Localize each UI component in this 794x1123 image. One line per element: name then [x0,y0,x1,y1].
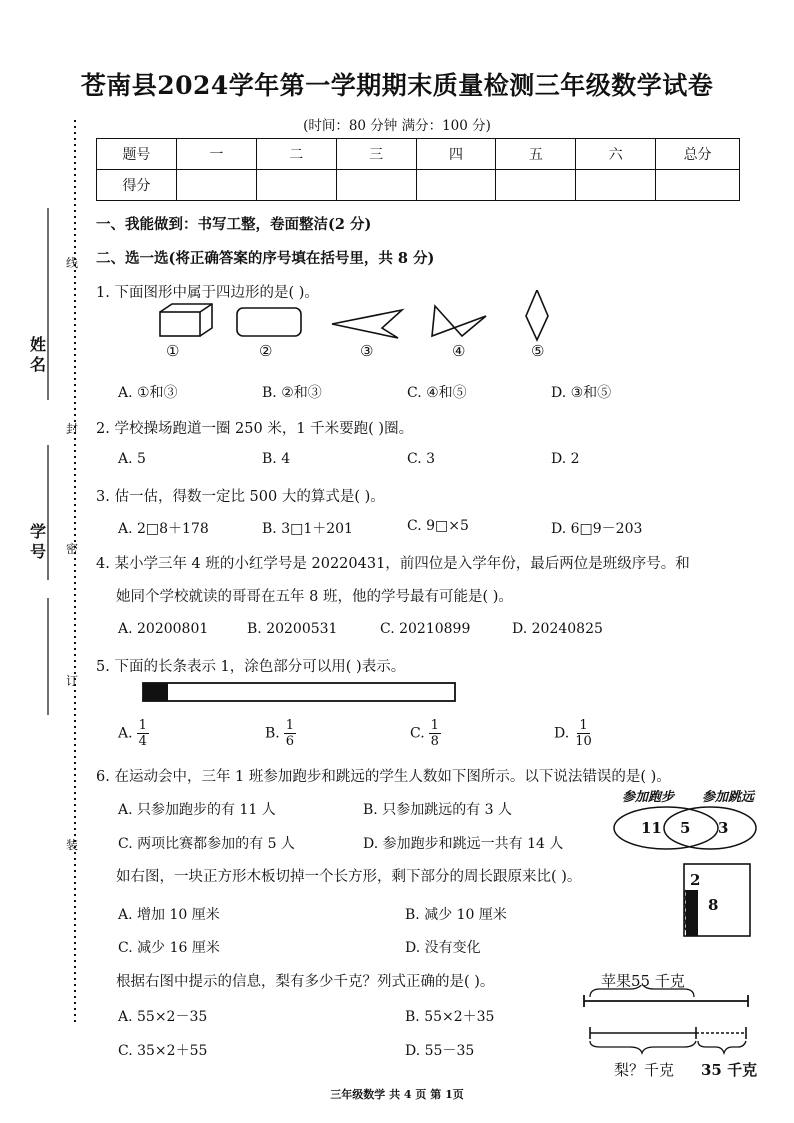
difference-label: 35 千克 [701,1061,758,1079]
name-label: 姓名 [30,335,47,374]
score-cell[interactable] [256,170,336,201]
score-header-cell: 一 [176,139,256,170]
question-8: 根据右图中提示的信息，梨有多少千克？列式正确的是( )。 [116,974,495,990]
q8-option-d: D. 55－35 [405,1043,475,1059]
q6-option-c: C. 两项比赛都参加的有 5 人 [118,836,295,852]
page-footer: 三年级数学 共 4 页 第 1页 [330,1088,464,1101]
question-2: 2. 学校操场跑道一圈 250 米，1 千米要跑( )圈。 [96,421,414,437]
bowtie-shape [432,306,486,336]
q4-option-c: C. 20210899 [380,621,471,637]
q1-option-d: D. ③和⑤ [551,385,612,401]
cuboid-shape [160,304,212,336]
score-header-cell: 总分 [656,139,740,170]
q1-option-c: C. ④和⑤ [407,385,467,401]
q2-option-b: B. 4 [262,451,291,467]
q2-option-a: A. 5 [118,451,146,467]
rhombus-shape [526,290,548,340]
q8-bar-model [580,985,755,1065]
fraction [284,718,296,749]
denominator: 10 [575,734,592,749]
rounded-rectangle-shape [237,308,301,336]
q5-option-b [265,718,296,749]
score-cell[interactable] [656,170,740,201]
q2-option-d: D. 2 [551,451,580,467]
denominator: 4 [138,734,147,749]
question-7: 如右图，一块正方形木板切掉一个长方形，剩下部分的周长跟原来比( )。 [116,869,582,885]
margin-feng: 封 [66,422,79,436]
q4-option-b: B. 20200531 [247,621,338,637]
q2-option-c: C. 3 [407,451,436,467]
q6-option-d: D. 参加跑步和跳远一共有 14 人 [363,836,564,852]
q7-label-2: 2 [690,871,701,889]
score-cell[interactable] [496,170,576,201]
q8-option-c: C. 35×2＋55 [118,1043,208,1059]
q1-label: ④ [452,342,466,360]
q7-option-b: B. 减少 10 厘米 [405,907,507,923]
fraction [429,718,441,749]
fraction [137,718,149,749]
venn-label-jumping: 参加跳远 [702,790,755,805]
cut-rectangle [686,890,698,936]
q4-option-a: A. 20200801 [118,621,209,637]
q3-option-b: B. 3□1＋201 [262,521,353,537]
q3-option-d: D. 6□9－203 [551,521,643,537]
score-cell[interactable] [336,170,416,201]
score-header-cell: 四 [416,139,496,170]
q5-option-a [118,718,149,749]
score-table-score-row [97,170,740,201]
section-2-heading: 二、选一选(将正确答案的序号填在括号里，共 8 分) [96,250,435,267]
numerator: 1 [579,718,588,733]
score-header-cell: 题号 [97,139,177,170]
student-id-label: 学号 [30,522,47,561]
q1-option-b: B. ②和③ [262,385,322,401]
binding-margin-lines [0,100,92,1040]
venn-label-running: 参加跑步 [622,790,675,805]
apple-label: 苹果55 千克 [601,972,685,990]
score-table-header-row [97,139,740,170]
q3-option-c: C. 9□×5 [407,518,469,534]
q1-label: ⑤ [531,342,545,360]
q1-option-a: A. ①和③ [118,385,178,401]
score-row-label: 得分 [97,170,177,201]
q8-option-b: B. 55×2＋35 [405,1009,495,1025]
section-1-heading: 一、我能做到：书写工整，卷面整洁(2 分) [96,216,372,233]
score-header-cell: 三 [336,139,416,170]
venn-only-jumping: 3 [718,819,729,837]
q1-label: ① [166,342,180,360]
denominator: 8 [430,734,439,749]
q5-option-letter: A. [118,725,133,742]
q1-shapes [150,290,570,350]
q7-label-8: 8 [708,896,719,914]
q5-option-c [410,718,441,749]
q5-option-letter: C. [410,725,425,742]
score-table [96,138,740,201]
margin-xian: 线 [66,256,79,270]
q5-option-letter: D. [554,725,570,742]
page-title: 苍南县2024学年第一学期期末质量检测三年级数学试卷 [80,71,714,100]
q3-option-a: A. 2□8＋178 [118,521,209,537]
question-1: 1. 下面图形中属于四边形的是( )。 [96,285,319,301]
arrow-quadrilateral-shape [332,310,402,338]
question-5: 5. 下面的长条表示 1，涂色部分可以用( )表示。 [96,659,406,675]
score-header-cell: 二 [256,139,336,170]
q1-label: ② [259,342,273,360]
q5-option-letter: B. [265,725,280,742]
q7-option-a: A. 增加 10 厘米 [118,907,220,923]
score-cell[interactable] [176,170,256,201]
q6-option-a: A. 只参加跑步的有 11 人 [118,802,276,818]
q1-label: ③ [360,342,374,360]
q5-shaded-part [143,683,168,701]
margin-ding: 订 [66,674,79,688]
q6-option-b: B. 只参加跳远的有 3 人 [363,802,512,818]
score-cell[interactable] [416,170,496,201]
margin-mi: 密 [66,542,79,556]
q5-strip [142,682,458,704]
numerator: 1 [430,718,439,733]
margin-zhuang: 装 [66,838,79,852]
numerator: 1 [138,718,147,733]
q7-option-d: D. 没有变化 [405,940,481,956]
question-4-line-2: 她同个学校就读的哥哥在五年 8 班，他的学号最有可能是( )。 [116,589,513,605]
question-3: 3. 估一估，得数一定比 500 大的算式是( )。 [96,489,385,505]
fraction [573,718,594,749]
venn-both: 5 [680,819,691,837]
score-header-cell: 五 [496,139,576,170]
pear-label: 梨？千克 [614,1061,675,1079]
question-4-line-1: 4. 某小学三年 4 班的小红学号是 20220431，前四位是入学年份，最后两位是班级序号。和 [96,556,690,572]
venn-only-running: 11 [641,819,662,837]
score-cell[interactable] [576,170,656,201]
exam-info: (时间：80 分钟 满分：100 分) [303,118,491,134]
denominator: 6 [285,734,295,749]
numerator: 1 [285,718,295,733]
q8-option-a: A. 55×2－35 [118,1009,208,1025]
q7-option-c: C. 减少 16 厘米 [118,940,220,956]
question-6: 6. 在运动会中，三年 1 班参加跑步和跳远的学生人数如下图所示。以下说法错误的是( )。 [96,769,671,785]
q4-option-d: D. 20240825 [512,621,603,637]
q5-option-d [554,718,594,749]
score-header-cell: 六 [576,139,656,170]
